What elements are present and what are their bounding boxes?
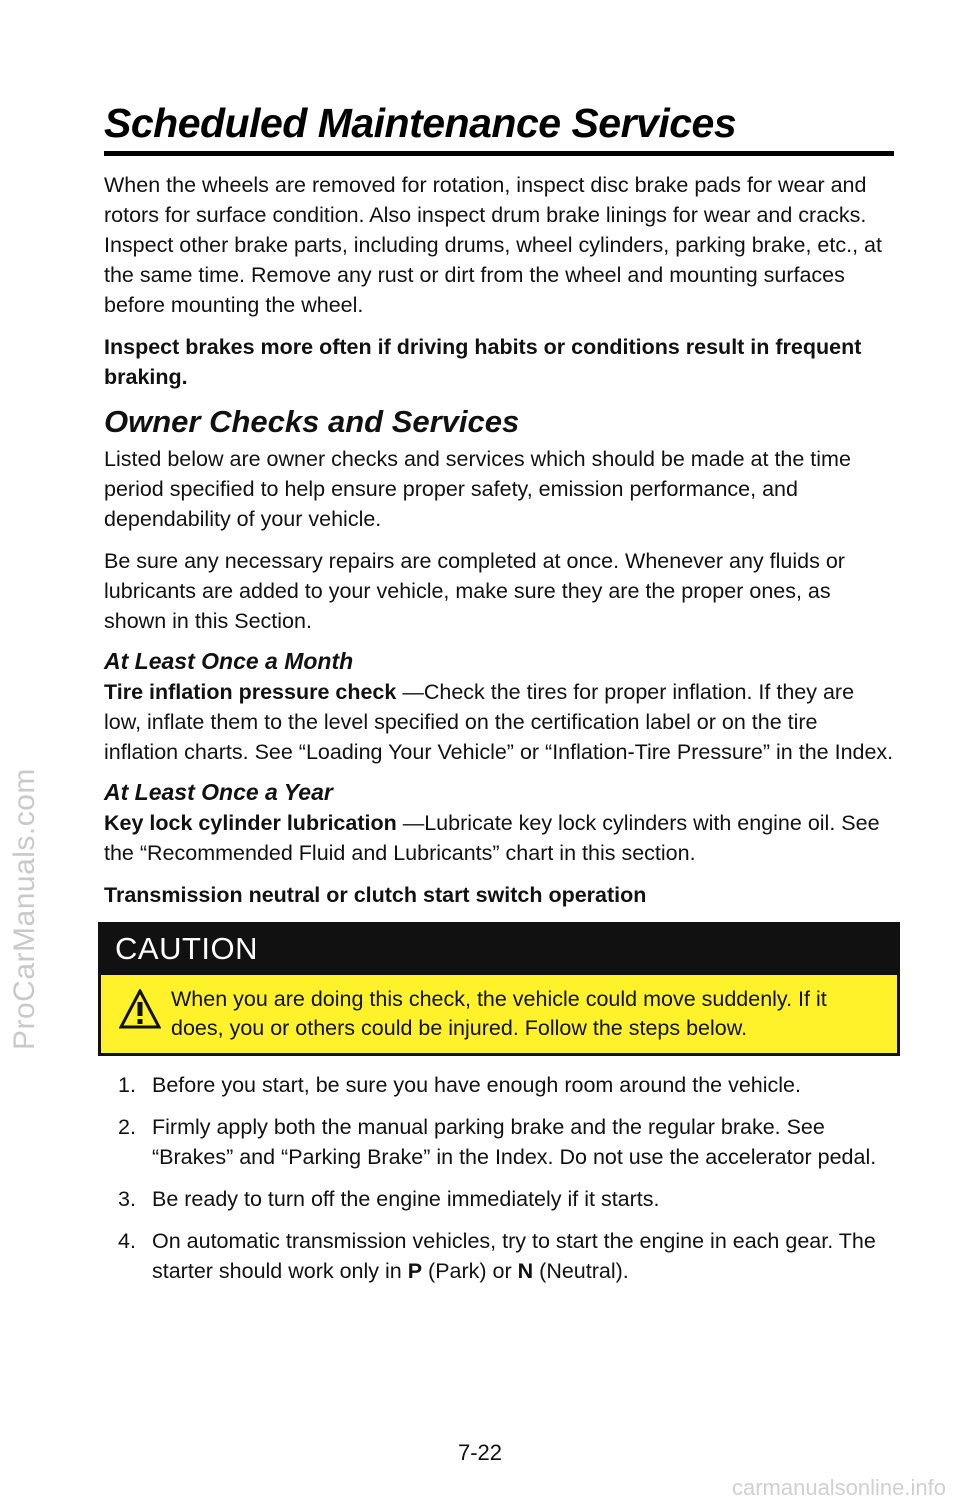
list-item xyxy=(104,1226,894,1286)
step-text-b: (Park) or xyxy=(422,1259,518,1283)
transmission-heading: Transmission neutral or clutch start switch operation xyxy=(104,883,647,907)
side-watermark: ProCarManuals.com xyxy=(8,768,41,1050)
list-item xyxy=(104,1112,894,1172)
list-item xyxy=(104,1070,894,1100)
yearly-heading: At Least Once a Year xyxy=(104,779,333,805)
key-lock-text: —Lubricate key lock cylinders with engine oil. See the “Recommended Fluid and Lubricants” chart in this section. xyxy=(104,811,880,865)
caution-text: When you are doing this check, the vehicle could move suddenly. If it does, you or others could be injured. Follow the steps below. xyxy=(171,987,827,1040)
intro-paragraph: When the wheels are removed for rotation, inspect disc brake pads for wear and rotors for surface condition. Also inspect drum brake linings for wear and cracks. Inspect other brake parts, including drums, wheel cylinders, parking brake, etc., at the same time. Remove any rust or dirt from the wheel and mounting surfaces before mounting the wheel. xyxy=(104,173,882,317)
page-content xyxy=(104,100,894,1298)
step-number: 1. xyxy=(118,1073,136,1097)
step-number: 4. xyxy=(118,1229,136,1253)
step-number: 3. xyxy=(118,1187,136,1211)
step-text: Firmly apply both the manual parking brake and the regular brake. See “Brakes” and “Parking Brake” in the Index. Do not use the accelerator pedal. xyxy=(152,1115,877,1169)
tire-check-text: —Check the tires for proper inflation. If they are low, inflate them to the level specified on the certification label or on the tire inflation charts. See “Loading Your Vehicle” or “Inflation-Tire Pressure” in the Index. xyxy=(104,680,894,764)
step-text-a: On automatic transmission vehicles, try to start the engine in each gear. The starter should work only in xyxy=(152,1229,876,1283)
list-item xyxy=(104,1184,894,1214)
caution-body xyxy=(101,975,897,1053)
park-gear: P xyxy=(407,1259,423,1283)
owner-checks-heading: Owner Checks and Services xyxy=(104,404,520,439)
step-number: 2. xyxy=(118,1115,136,1139)
title-rule xyxy=(104,151,894,156)
brake-note: Inspect brakes more often if driving habits or conditions result in frequent braking. xyxy=(104,335,862,389)
page-number: 7-22 xyxy=(457,1440,503,1465)
monthly-heading: At Least Once a Month xyxy=(104,648,354,674)
key-lock-label: Key lock cylinder lubrication xyxy=(104,811,397,835)
warning-triangle-icon xyxy=(119,989,161,1029)
tire-check-label: Tire inflation pressure check xyxy=(104,680,397,704)
page-title: Scheduled Maintenance Services xyxy=(104,100,737,146)
step-text: Before you start, be sure you have enough room around the vehicle. xyxy=(152,1073,801,1097)
tire-check-item xyxy=(104,677,894,767)
step-text: Be ready to turn off the engine immediately if it starts. xyxy=(152,1187,660,1211)
owner-paragraph-1: Listed below are owner checks and services which should be made at the time period specified to help ensure proper safety, emission performance, and dependability of your vehicle. xyxy=(104,447,851,531)
owner-paragraph-2: Be sure any necessary repairs are completed at once. Whenever any fluids or lubricants are added to your vehicle, make sure they are the proper ones, as shown in this Section. xyxy=(104,549,845,633)
bottom-watermark: carmanualsonline.info xyxy=(731,1475,946,1500)
caution-box xyxy=(98,922,900,1056)
caution-title: CAUTION xyxy=(101,925,897,975)
step-text-c: (Neutral). xyxy=(533,1259,629,1283)
neutral-gear: N xyxy=(517,1259,534,1283)
steps-list xyxy=(104,1070,894,1286)
key-lock-item xyxy=(104,808,894,868)
